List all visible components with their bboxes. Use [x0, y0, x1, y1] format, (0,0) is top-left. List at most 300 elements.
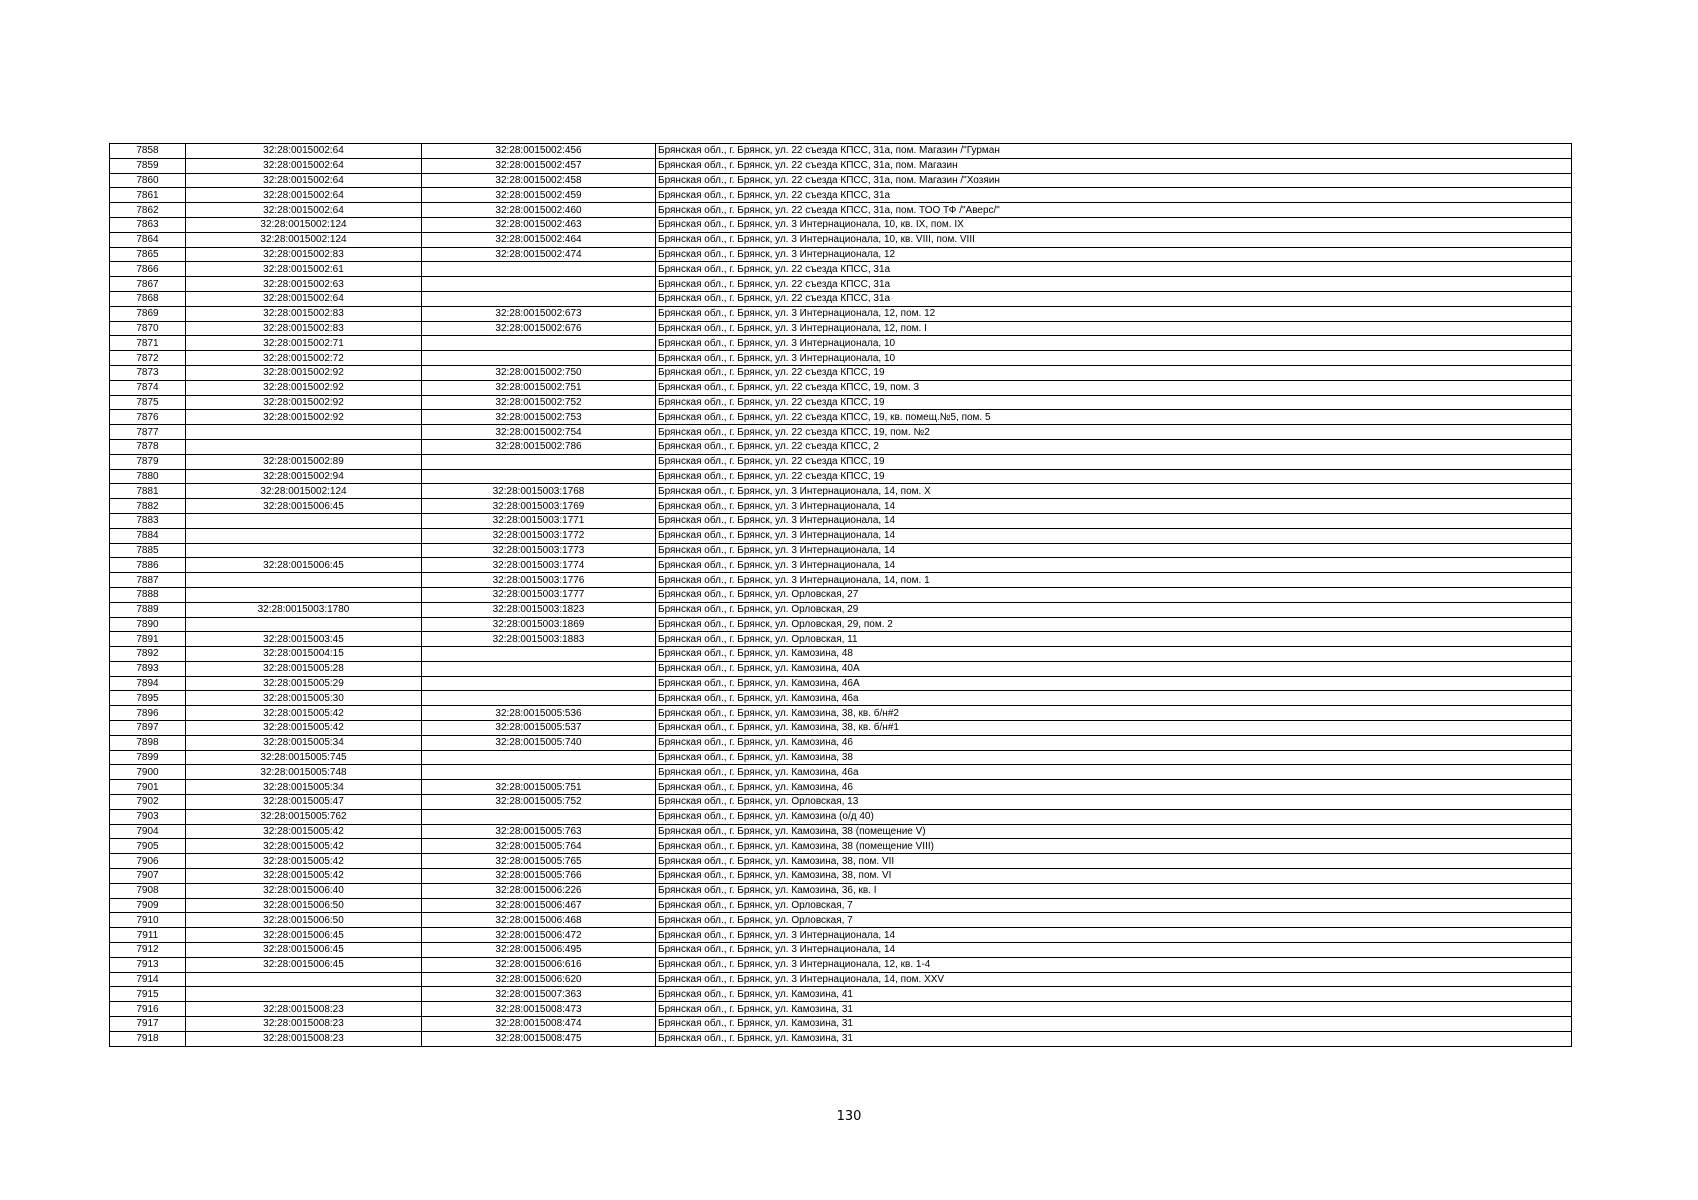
- parcel-cadastral-number-cell: 32:28:0015006:50: [186, 913, 422, 928]
- parcel-cadastral-number-cell: 32:28:0015005:42: [186, 839, 422, 854]
- row-number-cell: 7897: [110, 721, 186, 736]
- parcel-cadastral-number-cell: 32:28:0015008:23: [186, 1017, 422, 1032]
- row-number-cell: 7907: [110, 869, 186, 884]
- object-cadastral-number-cell: 32:28:0015002:460: [422, 203, 656, 218]
- row-number-cell: 7889: [110, 602, 186, 617]
- parcel-cadastral-number-cell: 32:28:0015005:762: [186, 809, 422, 824]
- table-row: [110, 824, 1572, 839]
- address-cell: Брянская обл., г. Брянск, ул. 22 съезда КПСС, 31а: [656, 262, 1572, 277]
- row-number-cell: 7918: [110, 1031, 186, 1046]
- address-cell: Брянская обл., г. Брянск, ул. Камозина, 38 (помещение V): [656, 824, 1572, 839]
- row-number-cell: 7887: [110, 573, 186, 588]
- row-number-cell: 7913: [110, 957, 186, 972]
- address-cell: Брянская обл., г. Брянск, ул. 22 съезда КПСС, 19: [656, 365, 1572, 380]
- row-number-cell: 7917: [110, 1017, 186, 1032]
- address-cell: Брянская обл., г. Брянск, ул. 3 Интернационала, 12: [656, 247, 1572, 262]
- address-cell: Брянская обл., г. Брянск, ул. 3 Интернационала, 10: [656, 351, 1572, 366]
- row-number-cell: 7898: [110, 735, 186, 750]
- parcel-cadastral-number-cell: 32:28:0015005:42: [186, 721, 422, 736]
- object-cadastral-number-cell: [422, 765, 656, 780]
- object-cadastral-number-cell: [422, 351, 656, 366]
- row-number-cell: 7912: [110, 943, 186, 958]
- address-cell: Брянская обл., г. Брянск, ул. 3 Интернационала, 14: [656, 943, 1572, 958]
- parcel-cadastral-number-cell: 32:28:0015006:45: [186, 928, 422, 943]
- table-row: [110, 336, 1572, 351]
- parcel-cadastral-number-cell: 32:28:0015002:61: [186, 262, 422, 277]
- address-cell: Брянская обл., г. Брянск, ул. 22 съезда КПСС, 31а, пом. Магазин: [656, 158, 1572, 173]
- object-cadastral-number-cell: 32:28:0015002:753: [422, 410, 656, 425]
- address-cell: Брянская обл., г. Брянск, ул. 22 съезда КПСС, 31а, пом. Магазин /"Гурман: [656, 144, 1572, 159]
- row-number-cell: 7915: [110, 987, 186, 1002]
- parcel-cadastral-number-cell: [186, 987, 422, 1002]
- address-cell: Брянская обл., г. Брянск, ул. Камозина, 31: [656, 1031, 1572, 1046]
- parcel-cadastral-number-cell: 32:28:0015003:45: [186, 632, 422, 647]
- row-number-cell: 7866: [110, 262, 186, 277]
- address-cell: Брянская обл., г. Брянск, ул. 3 Интернационала, 14: [656, 543, 1572, 558]
- row-number-cell: 7906: [110, 854, 186, 869]
- table-row: [110, 425, 1572, 440]
- address-cell: Брянская обл., г. Брянск, ул. 22 съезда КПСС, 19, кв. помещ.№5, пом. 5: [656, 410, 1572, 425]
- table-row: [110, 321, 1572, 336]
- address-cell: Брянская обл., г. Брянск, ул. 22 съезда КПСС, 31а: [656, 291, 1572, 306]
- address-cell: Брянская обл., г. Брянск, ул. 3 Интернационала, 14: [656, 513, 1572, 528]
- parcel-cadastral-number-cell: [186, 972, 422, 987]
- row-number-cell: 7895: [110, 691, 186, 706]
- table-row: [110, 647, 1572, 662]
- address-cell: Брянская обл., г. Брянск, ул. Камозина, 38, пом. VI: [656, 869, 1572, 884]
- row-number-cell: 7865: [110, 247, 186, 262]
- row-number-cell: 7868: [110, 291, 186, 306]
- object-cadastral-number-cell: 32:28:0015002:673: [422, 306, 656, 321]
- parcel-cadastral-number-cell: 32:28:0015002:64: [186, 291, 422, 306]
- row-number-cell: 7882: [110, 499, 186, 514]
- object-cadastral-number-cell: 32:28:0015003:1771: [422, 513, 656, 528]
- table-row: [110, 617, 1572, 632]
- address-cell: Брянская обл., г. Брянск, ул. Камозина (о/д 40): [656, 809, 1572, 824]
- table-row: [110, 869, 1572, 884]
- address-cell: Брянская обл., г. Брянск, ул. 3 Интернационала, 12, пом. I: [656, 321, 1572, 336]
- registry-table: [109, 143, 1572, 1047]
- row-number-cell: 7894: [110, 676, 186, 691]
- table-row: [110, 706, 1572, 721]
- object-cadastral-number-cell: 32:28:0015002:459: [422, 188, 656, 203]
- row-number-cell: 7881: [110, 484, 186, 499]
- address-cell: Брянская обл., г. Брянск, ул. Камозина, 46: [656, 735, 1572, 750]
- address-cell: Брянская обл., г. Брянск, ул. 3 Интернационала, 10, кв. VIII, пом. VIII: [656, 232, 1572, 247]
- parcel-cadastral-number-cell: [186, 513, 422, 528]
- address-cell: Брянская обл., г. Брянск, ул. 22 съезда КПСС, 19: [656, 454, 1572, 469]
- address-cell: Брянская обл., г. Брянск, ул. Камозина, 38, кв. б/н#2: [656, 706, 1572, 721]
- table-row: [110, 365, 1572, 380]
- table-row: [110, 247, 1572, 262]
- object-cadastral-number-cell: 32:28:0015003:1774: [422, 558, 656, 573]
- object-cadastral-number-cell: [422, 262, 656, 277]
- parcel-cadastral-number-cell: 32:28:0015005:745: [186, 750, 422, 765]
- address-cell: Брянская обл., г. Брянск, ул. 3 Интернационала, 14: [656, 928, 1572, 943]
- object-cadastral-number-cell: 32:28:0015002:676: [422, 321, 656, 336]
- row-number-cell: 7902: [110, 795, 186, 810]
- table-row: [110, 203, 1572, 218]
- parcel-cadastral-number-cell: 32:28:0015006:45: [186, 943, 422, 958]
- object-cadastral-number-cell: 32:28:0015003:1883: [422, 632, 656, 647]
- parcel-cadastral-number-cell: 32:28:0015005:28: [186, 661, 422, 676]
- table-row: [110, 587, 1572, 602]
- parcel-cadastral-number-cell: 32:28:0015002:64: [186, 158, 422, 173]
- object-cadastral-number-cell: 32:28:0015005:766: [422, 869, 656, 884]
- address-cell: Брянская обл., г. Брянск, ул. 22 съезда КПСС, 31а: [656, 188, 1572, 203]
- object-cadastral-number-cell: 32:28:0015008:473: [422, 1002, 656, 1017]
- object-cadastral-number-cell: 32:28:0015005:536: [422, 706, 656, 721]
- address-cell: Брянская обл., г. Брянск, ул. Орловская, 7: [656, 913, 1572, 928]
- address-cell: Брянская обл., г. Брянск, ул. 3 Интернационала, 14: [656, 558, 1572, 573]
- row-number-cell: 7910: [110, 913, 186, 928]
- parcel-cadastral-number-cell: 32:28:0015006:45: [186, 957, 422, 972]
- object-cadastral-number-cell: 32:28:0015006:495: [422, 943, 656, 958]
- row-number-cell: 7880: [110, 469, 186, 484]
- address-cell: Брянская обл., г. Брянск, ул. Камозина, 38 (помещение VIII): [656, 839, 1572, 854]
- parcel-cadastral-number-cell: 32:28:0015005:30: [186, 691, 422, 706]
- object-cadastral-number-cell: 32:28:0015003:1823: [422, 602, 656, 617]
- table-row: [110, 573, 1572, 588]
- address-cell: Брянская обл., г. Брянск, ул. Орловская, 29: [656, 602, 1572, 617]
- row-number-cell: 7896: [110, 706, 186, 721]
- parcel-cadastral-number-cell: 32:28:0015002:124: [186, 484, 422, 499]
- row-number-cell: 7862: [110, 203, 186, 218]
- parcel-cadastral-number-cell: 32:28:0015008:23: [186, 1031, 422, 1046]
- table-row: [110, 661, 1572, 676]
- row-number-cell: 7863: [110, 217, 186, 232]
- object-cadastral-number-cell: [422, 750, 656, 765]
- parcel-cadastral-number-cell: 32:28:0015005:42: [186, 869, 422, 884]
- address-cell: Брянская обл., г. Брянск, ул. Орловская, 27: [656, 587, 1572, 602]
- address-cell: Брянская обл., г. Брянск, ул. Камозина, 46: [656, 780, 1572, 795]
- row-number-cell: 7884: [110, 528, 186, 543]
- address-cell: Брянская обл., г. Брянск, ул. 3 Интернационала, 14, пом. X: [656, 484, 1572, 499]
- table-row: [110, 987, 1572, 1002]
- table-row: [110, 158, 1572, 173]
- address-cell: Брянская обл., г. Брянск, ул. 3 Интернационала, 14: [656, 528, 1572, 543]
- object-cadastral-number-cell: 32:28:0015005:763: [422, 824, 656, 839]
- object-cadastral-number-cell: 32:28:0015002:751: [422, 380, 656, 395]
- table-row: [110, 943, 1572, 958]
- object-cadastral-number-cell: 32:28:0015002:456: [422, 144, 656, 159]
- row-number-cell: 7888: [110, 587, 186, 602]
- table-row: [110, 454, 1572, 469]
- table-row: [110, 721, 1572, 736]
- table-row: [110, 306, 1572, 321]
- row-number-cell: 7864: [110, 232, 186, 247]
- row-number-cell: 7876: [110, 410, 186, 425]
- address-cell: Брянская обл., г. Брянск, ул. 3 Интернационала, 14, пом. 1: [656, 573, 1572, 588]
- table-row: [110, 854, 1572, 869]
- parcel-cadastral-number-cell: 32:28:0015005:47: [186, 795, 422, 810]
- address-cell: Брянская обл., г. Брянск, ул. Камозина, 36, кв. I: [656, 883, 1572, 898]
- parcel-cadastral-number-cell: 32:28:0015005:42: [186, 854, 422, 869]
- table-row: [110, 1002, 1572, 1017]
- object-cadastral-number-cell: 32:28:0015002:754: [422, 425, 656, 440]
- parcel-cadastral-number-cell: 32:28:0015002:92: [186, 380, 422, 395]
- object-cadastral-number-cell: 32:28:0015003:1768: [422, 484, 656, 499]
- object-cadastral-number-cell: [422, 676, 656, 691]
- address-cell: Брянская обл., г. Брянск, ул. 22 съезда КПСС, 19: [656, 395, 1572, 410]
- row-number-cell: 7874: [110, 380, 186, 395]
- object-cadastral-number-cell: 32:28:0015003:1769: [422, 499, 656, 514]
- row-number-cell: 7875: [110, 395, 186, 410]
- address-cell: Брянская обл., г. Брянск, ул. Орловская, 7: [656, 898, 1572, 913]
- address-cell: Брянская обл., г. Брянск, ул. 3 Интернационала, 12, кв. 1-4: [656, 957, 1572, 972]
- row-number-cell: 7903: [110, 809, 186, 824]
- object-cadastral-number-cell: 32:28:0015005:764: [422, 839, 656, 854]
- table-row: [110, 558, 1572, 573]
- object-cadastral-number-cell: 32:28:0015002:474: [422, 247, 656, 262]
- row-number-cell: 7890: [110, 617, 186, 632]
- row-number-cell: 7871: [110, 336, 186, 351]
- address-cell: Брянская обл., г. Брянск, ул. Камозина, 41: [656, 987, 1572, 1002]
- parcel-cadastral-number-cell: 32:28:0015002:63: [186, 277, 422, 292]
- row-number-cell: 7891: [110, 632, 186, 647]
- address-cell: Брянская обл., г. Брянск, ул. Орловская, 11: [656, 632, 1572, 647]
- row-number-cell: 7861: [110, 188, 186, 203]
- object-cadastral-number-cell: 32:28:0015002:463: [422, 217, 656, 232]
- row-number-cell: 7893: [110, 661, 186, 676]
- object-cadastral-number-cell: 32:28:0015003:1776: [422, 573, 656, 588]
- address-cell: Брянская обл., г. Брянск, ул. Камозина, 31: [656, 1002, 1572, 1017]
- parcel-cadastral-number-cell: 32:28:0015002:71: [186, 336, 422, 351]
- table-row: [110, 765, 1572, 780]
- parcel-cadastral-number-cell: 32:28:0015002:94: [186, 469, 422, 484]
- parcel-cadastral-number-cell: 32:28:0015002:83: [186, 306, 422, 321]
- address-cell: Брянская обл., г. Брянск, ул. 3 Интернационала, 10, кв. IX, пом. IX: [656, 217, 1572, 232]
- object-cadastral-number-cell: [422, 691, 656, 706]
- parcel-cadastral-number-cell: [186, 543, 422, 558]
- row-number-cell: 7867: [110, 277, 186, 292]
- row-number-cell: 7859: [110, 158, 186, 173]
- row-number-cell: 7883: [110, 513, 186, 528]
- parcel-cadastral-number-cell: 32:28:0015005:29: [186, 676, 422, 691]
- address-cell: Брянская обл., г. Брянск, ул. Камозина, 40А: [656, 661, 1572, 676]
- object-cadastral-number-cell: [422, 291, 656, 306]
- table-row: [110, 351, 1572, 366]
- address-cell: Брянская обл., г. Брянск, ул. 22 съезда КПСС, 31а, пом. Магазин /"Хозяин: [656, 173, 1572, 188]
- table-row: [110, 691, 1572, 706]
- registry-table-body: [110, 144, 1572, 1047]
- parcel-cadastral-number-cell: 32:28:0015002:92: [186, 365, 422, 380]
- address-cell: Брянская обл., г. Брянск, ул. Орловская, 13: [656, 795, 1572, 810]
- parcel-cadastral-number-cell: 32:28:0015002:83: [186, 321, 422, 336]
- parcel-cadastral-number-cell: 32:28:0015005:42: [186, 824, 422, 839]
- object-cadastral-number-cell: [422, 647, 656, 662]
- table-row: [110, 735, 1572, 750]
- table-row: [110, 277, 1572, 292]
- parcel-cadastral-number-cell: 32:28:0015002:89: [186, 454, 422, 469]
- object-cadastral-number-cell: 32:28:0015008:475: [422, 1031, 656, 1046]
- table-row: [110, 632, 1572, 647]
- parcel-cadastral-number-cell: [186, 573, 422, 588]
- table-row: [110, 395, 1572, 410]
- row-number-cell: 7900: [110, 765, 186, 780]
- table-row: [110, 883, 1572, 898]
- address-cell: Брянская обл., г. Брянск, ул. 3 Интернационала, 10: [656, 336, 1572, 351]
- table-row: [110, 291, 1572, 306]
- object-cadastral-number-cell: [422, 809, 656, 824]
- row-number-cell: 7878: [110, 439, 186, 454]
- object-cadastral-number-cell: 32:28:0015006:472: [422, 928, 656, 943]
- parcel-cadastral-number-cell: 32:28:0015002:64: [186, 173, 422, 188]
- row-number-cell: 7904: [110, 824, 186, 839]
- object-cadastral-number-cell: 32:28:0015003:1869: [422, 617, 656, 632]
- table-row: [110, 839, 1572, 854]
- parcel-cadastral-number-cell: 32:28:0015008:23: [186, 1002, 422, 1017]
- object-cadastral-number-cell: 32:28:0015002:458: [422, 173, 656, 188]
- object-cadastral-number-cell: [422, 454, 656, 469]
- table-row: [110, 676, 1572, 691]
- address-cell: Брянская обл., г. Брянск, ул. 22 съезда КПСС, 19, пом. 3: [656, 380, 1572, 395]
- address-cell: Брянская обл., г. Брянск, ул. 3 Интернационала, 14, пом. XXV: [656, 972, 1572, 987]
- table-row: [110, 380, 1572, 395]
- table-row: [110, 188, 1572, 203]
- parcel-cadastral-number-cell: [186, 439, 422, 454]
- parcel-cadastral-number-cell: 32:28:0015002:64: [186, 144, 422, 159]
- address-cell: Брянская обл., г. Брянск, ул. Орловская, 29, пом. 2: [656, 617, 1572, 632]
- object-cadastral-number-cell: 32:28:0015003:1773: [422, 543, 656, 558]
- parcel-cadastral-number-cell: 32:28:0015005:34: [186, 735, 422, 750]
- address-cell: Брянская обл., г. Брянск, ул. 22 съезда КПСС, 19, пом. №2: [656, 425, 1572, 440]
- row-number-cell: 7886: [110, 558, 186, 573]
- table-row: [110, 173, 1572, 188]
- parcel-cadastral-number-cell: 32:28:0015002:64: [186, 188, 422, 203]
- address-cell: Брянская обл., г. Брянск, ул. Камозина, 46а: [656, 765, 1572, 780]
- address-cell: Брянская обл., г. Брянск, ул. Камозина, 38: [656, 750, 1572, 765]
- row-number-cell: 7916: [110, 1002, 186, 1017]
- parcel-cadastral-number-cell: 32:28:0015006:45: [186, 499, 422, 514]
- table-row: [110, 972, 1572, 987]
- parcel-cadastral-number-cell: 32:28:0015006:40: [186, 883, 422, 898]
- table-row: [110, 528, 1572, 543]
- object-cadastral-number-cell: 32:28:0015006:226: [422, 883, 656, 898]
- row-number-cell: 7873: [110, 365, 186, 380]
- parcel-cadastral-number-cell: [186, 528, 422, 543]
- object-cadastral-number-cell: 32:28:0015006:616: [422, 957, 656, 972]
- object-cadastral-number-cell: 32:28:0015003:1777: [422, 587, 656, 602]
- table-row: [110, 602, 1572, 617]
- table-row: [110, 898, 1572, 913]
- object-cadastral-number-cell: 32:28:0015008:474: [422, 1017, 656, 1032]
- row-number-cell: 7914: [110, 972, 186, 987]
- table-row: [110, 144, 1572, 159]
- row-number-cell: 7885: [110, 543, 186, 558]
- row-number-cell: 7909: [110, 898, 186, 913]
- address-cell: Брянская обл., г. Брянск, ул. Камозина, 38, пом. VII: [656, 854, 1572, 869]
- address-cell: Брянская обл., г. Брянск, ул. 22 съезда КПСС, 31а: [656, 277, 1572, 292]
- object-cadastral-number-cell: 32:28:0015005:537: [422, 721, 656, 736]
- row-number-cell: 7877: [110, 425, 186, 440]
- parcel-cadastral-number-cell: [186, 587, 422, 602]
- table-row: [110, 410, 1572, 425]
- object-cadastral-number-cell: 32:28:0015002:457: [422, 158, 656, 173]
- address-cell: Брянская обл., г. Брянск, ул. 3 Интернационала, 12, пом. 12: [656, 306, 1572, 321]
- address-cell: Брянская обл., г. Брянск, ул. Камозина, 38, кв. б/н#1: [656, 721, 1572, 736]
- row-number-cell: 7901: [110, 780, 186, 795]
- object-cadastral-number-cell: [422, 277, 656, 292]
- object-cadastral-number-cell: 32:28:0015006:620: [422, 972, 656, 987]
- table-row: [110, 1017, 1572, 1032]
- object-cadastral-number-cell: 32:28:0015006:468: [422, 913, 656, 928]
- row-number-cell: 7905: [110, 839, 186, 854]
- page-number: 130: [836, 1109, 862, 1124]
- parcel-cadastral-number-cell: 32:28:0015002:124: [186, 217, 422, 232]
- object-cadastral-number-cell: [422, 661, 656, 676]
- object-cadastral-number-cell: 32:28:0015005:752: [422, 795, 656, 810]
- row-number-cell: 7870: [110, 321, 186, 336]
- table-row: [110, 232, 1572, 247]
- row-number-cell: 7858: [110, 144, 186, 159]
- parcel-cadastral-number-cell: 32:28:0015006:45: [186, 558, 422, 573]
- table-row: [110, 439, 1572, 454]
- parcel-cadastral-number-cell: 32:28:0015005:34: [186, 780, 422, 795]
- parcel-cadastral-number-cell: 32:28:0015002:64: [186, 203, 422, 218]
- row-number-cell: 7879: [110, 454, 186, 469]
- object-cadastral-number-cell: 32:28:0015005:765: [422, 854, 656, 869]
- row-number-cell: 7899: [110, 750, 186, 765]
- address-cell: Брянская обл., г. Брянск, ул. 22 съезда КПСС, 2: [656, 439, 1572, 454]
- object-cadastral-number-cell: 32:28:0015006:467: [422, 898, 656, 913]
- address-cell: Брянская обл., г. Брянск, ул. 3 Интернационала, 14: [656, 499, 1572, 514]
- parcel-cadastral-number-cell: 32:28:0015002:124: [186, 232, 422, 247]
- table-row: [110, 913, 1572, 928]
- parcel-cadastral-number-cell: 32:28:0015002:92: [186, 410, 422, 425]
- parcel-cadastral-number-cell: [186, 425, 422, 440]
- address-cell: Брянская обл., г. Брянск, ул. Камозина, 46а: [656, 691, 1572, 706]
- parcel-cadastral-number-cell: 32:28:0015006:50: [186, 898, 422, 913]
- object-cadastral-number-cell: 32:28:0015005:740: [422, 735, 656, 750]
- object-cadastral-number-cell: 32:28:0015007:363: [422, 987, 656, 1002]
- table-row: [110, 795, 1572, 810]
- parcel-cadastral-number-cell: 32:28:0015003:1780: [186, 602, 422, 617]
- table-row: [110, 543, 1572, 558]
- object-cadastral-number-cell: 32:28:0015003:1772: [422, 528, 656, 543]
- object-cadastral-number-cell: [422, 469, 656, 484]
- row-number-cell: 7872: [110, 351, 186, 366]
- object-cadastral-number-cell: 32:28:0015002:464: [422, 232, 656, 247]
- row-number-cell: 7892: [110, 647, 186, 662]
- parcel-cadastral-number-cell: 32:28:0015002:83: [186, 247, 422, 262]
- table-row: [110, 957, 1572, 972]
- table-row: [110, 928, 1572, 943]
- row-number-cell: 7869: [110, 306, 186, 321]
- table-row: [110, 513, 1572, 528]
- object-cadastral-number-cell: 32:28:0015002:786: [422, 439, 656, 454]
- row-number-cell: 7860: [110, 173, 186, 188]
- table-row: [110, 499, 1572, 514]
- row-number-cell: 7911: [110, 928, 186, 943]
- table-row: [110, 780, 1572, 795]
- table-row: [110, 217, 1572, 232]
- parcel-cadastral-number-cell: 32:28:0015002:92: [186, 395, 422, 410]
- object-cadastral-number-cell: [422, 336, 656, 351]
- parcel-cadastral-number-cell: 32:28:0015002:72: [186, 351, 422, 366]
- address-cell: Брянская обл., г. Брянск, ул. Камозина, 31: [656, 1017, 1572, 1032]
- parcel-cadastral-number-cell: 32:28:0015004:15: [186, 647, 422, 662]
- address-cell: Брянская обл., г. Брянск, ул. Камозина, 46А: [656, 676, 1572, 691]
- row-number-cell: 7908: [110, 883, 186, 898]
- object-cadastral-number-cell: 32:28:0015002:752: [422, 395, 656, 410]
- table-row: [110, 469, 1572, 484]
- address-cell: Брянская обл., г. Брянск, ул. 22 съезда КПСС, 31а, пом. ТОО ТФ /"Аверс/": [656, 203, 1572, 218]
- address-cell: Брянская обл., г. Брянск, ул. 22 съезда КПСС, 19: [656, 469, 1572, 484]
- parcel-cadastral-number-cell: 32:28:0015005:42: [186, 706, 422, 721]
- table-row: [110, 262, 1572, 277]
- table-row: [110, 809, 1572, 824]
